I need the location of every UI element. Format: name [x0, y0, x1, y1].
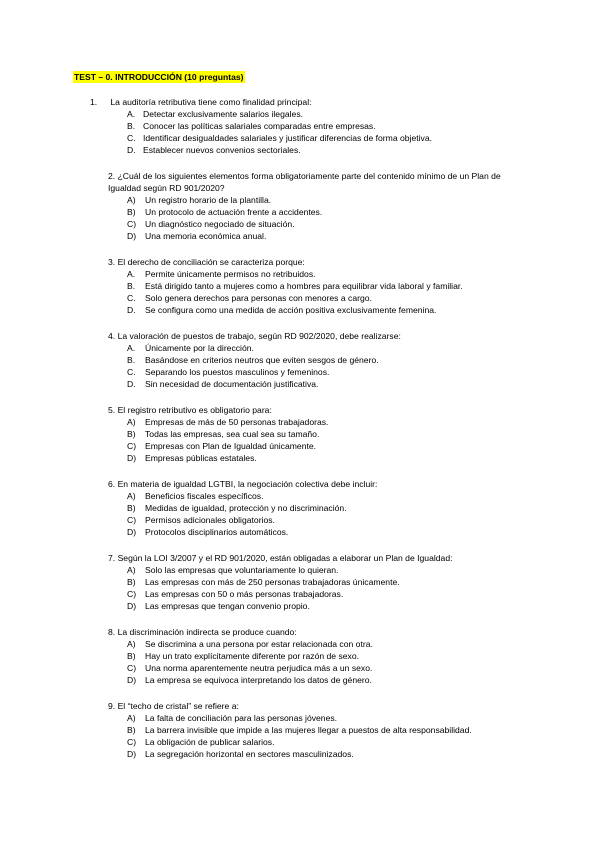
question-text: El registro retributivo es obligatorio para: [117, 405, 272, 415]
option-item [0, 132, 600, 144]
option-item [0, 600, 600, 612]
option-item [0, 638, 600, 650]
option-letter: D. [127, 145, 136, 155]
question-number: 7. [108, 553, 116, 563]
option-text: Un protocolo de actuación frente a accidentes. [145, 207, 323, 217]
question-4 [0, 330, 600, 390]
option-letter: A) [127, 713, 136, 723]
option-list [0, 194, 600, 242]
page-title: TEST – 0. INTRODUCCIÓN (10 preguntas) [74, 72, 244, 82]
option-text: Medidas de igualdad, protección y no discriminación. [145, 503, 347, 513]
option-item [0, 712, 600, 724]
question-stem [0, 96, 600, 108]
option-text: Hay un trato explícitamente diferente por razón de sexo. [145, 651, 360, 661]
option-letter: C. [127, 367, 136, 377]
option-list [0, 564, 600, 612]
option-item [0, 378, 600, 390]
option-item [0, 144, 600, 156]
question-text: ¿Cuál de los siguientes elementos forma obligatoriamente parte del contenido mínimo de un Plan de Igualdad según RD 901/2020? [108, 171, 501, 193]
option-text: Separando los puestos masculinos y femeninos. [145, 367, 330, 377]
option-text: Empresas de más de 50 personas trabajadoras. [145, 417, 329, 427]
option-text: Conocer las políticas salariales comparadas entre empresas. [143, 121, 376, 131]
option-text: Está dirigido tanto a mujeres como a hombres para equilibrar vida laboral y familiar. [145, 281, 463, 291]
question-text: En materia de igualdad LGTBI, la negociación colectiva debe incluir: [117, 479, 378, 489]
option-item [0, 292, 600, 304]
question-3 [0, 256, 600, 316]
option-item [0, 662, 600, 674]
option-item [0, 366, 600, 378]
option-list [0, 490, 600, 538]
question-stem [0, 330, 600, 342]
option-letter: A. [127, 269, 136, 279]
option-letter: B) [127, 725, 136, 735]
question-text: El derecho de conciliación se caracteriza porque: [117, 257, 305, 267]
option-item [0, 120, 600, 132]
option-item [0, 440, 600, 452]
option-text: Identificar desigualdades salariales y justificar diferencias de forma objetiva. [143, 133, 432, 143]
question-9 [0, 700, 600, 760]
option-text: Protocolos disciplinarios automáticos. [145, 527, 289, 537]
question-stem [0, 552, 600, 564]
question-number: 6. [108, 479, 116, 489]
option-letter: B) [127, 651, 136, 661]
option-text: Las empresas con más de 250 personas trabajadoras únicamente. [145, 577, 400, 587]
option-letter: C) [127, 219, 137, 229]
question-text: La valoración de puestos de trabajo, según RD 902/2020, debe realizarse: [117, 331, 401, 341]
question-text: La discriminación indirecta se produce cuando: [117, 627, 297, 637]
option-item [0, 416, 600, 428]
option-text: Solo las empresas que voluntariamente lo quieran. [145, 565, 339, 575]
option-item [0, 268, 600, 280]
option-text: Se configura como una medida de acción positiva exclusivamente femenina. [145, 305, 437, 315]
option-text: La segregación horizontal en sectores masculinizados. [145, 749, 354, 759]
option-letter: B) [127, 503, 136, 513]
question-number: 1. [90, 97, 98, 107]
question-number: 2. [108, 171, 116, 181]
question-stem [0, 478, 600, 490]
question-8 [0, 626, 600, 686]
option-text: Empresas públicas estatales. [145, 453, 257, 463]
option-text: Permite únicamente permisos no retribuidos. [145, 269, 316, 279]
option-item [0, 502, 600, 514]
option-item [0, 514, 600, 526]
option-item [0, 342, 600, 354]
option-item [0, 588, 600, 600]
option-letter: A) [127, 195, 136, 205]
option-text: Todas las empresas, sea cual sea su tamaño. [145, 429, 320, 439]
option-letter: D) [127, 453, 137, 463]
option-letter: C) [127, 737, 137, 747]
option-letter: D) [127, 527, 137, 537]
option-letter: B. [127, 355, 136, 365]
option-text: Las empresas con 50 o más personas trabajadoras. [145, 589, 344, 599]
option-list [0, 108, 600, 156]
option-text: Un registro horario de la plantilla. [145, 195, 272, 205]
option-letter: D. [127, 305, 136, 315]
option-item [0, 526, 600, 538]
question-number: 3. [108, 257, 116, 267]
option-letter: A) [127, 491, 136, 501]
option-text: Beneficios fiscales específicos. [145, 491, 264, 501]
option-letter: C) [127, 441, 137, 451]
option-item [0, 674, 600, 686]
option-item [0, 452, 600, 464]
option-letter: B. [127, 281, 136, 291]
question-1 [0, 96, 600, 156]
option-letter: D) [127, 231, 137, 241]
question-stem [0, 626, 600, 638]
option-letter: C) [127, 515, 137, 525]
option-letter: C) [127, 589, 137, 599]
option-item [0, 650, 600, 662]
option-text: Basándose en criterios neutros que eviten sesgos de género. [145, 355, 379, 365]
option-text: La empresa se equivoca interpretando los datos de género. [145, 675, 372, 685]
question-stem [0, 170, 600, 194]
question-number: 4. [108, 331, 116, 341]
option-text: Sin necesidad de documentación justificativa. [145, 379, 319, 389]
option-list [0, 342, 600, 390]
option-list [0, 712, 600, 760]
option-item [0, 206, 600, 218]
option-list [0, 416, 600, 464]
question-number: 9. [108, 701, 116, 711]
option-letter: C. [127, 293, 136, 303]
question-6 [0, 478, 600, 538]
option-letter: B) [127, 207, 136, 217]
option-list [0, 268, 600, 316]
option-item [0, 576, 600, 588]
option-text: Las empresas que tengan convenio propio. [145, 601, 310, 611]
option-letter: A. [127, 109, 136, 119]
option-list [0, 638, 600, 686]
option-text: Se discrimina a una persona por estar relacionada con otra. [145, 639, 373, 649]
option-letter: B. [127, 121, 136, 131]
option-item [0, 304, 600, 316]
question-text: La auditoría retributiva tiene como finalidad principal: [110, 97, 312, 107]
option-text: Detectar exclusivamente salarios ilegales. [143, 109, 304, 119]
option-letter: D) [127, 749, 137, 759]
option-item [0, 736, 600, 748]
question-stem [0, 700, 600, 712]
question-number: 8. [108, 627, 116, 637]
option-text: Únicamente por la dirección. [145, 343, 254, 353]
option-item [0, 490, 600, 502]
question-7 [0, 552, 600, 612]
question-stem [0, 404, 600, 416]
option-text: Un diagnóstico negociado de situación. [145, 219, 295, 229]
option-text: Una norma aparentemente neutra perjudica más a un sexo. [145, 663, 373, 673]
option-letter: C) [127, 663, 137, 673]
option-item [0, 748, 600, 760]
question-number: 5. [108, 405, 116, 415]
option-letter: D) [127, 675, 137, 685]
option-item [0, 194, 600, 206]
question-2 [0, 170, 600, 242]
question-text: Según la LOI 3/2007 y el RD 901/2020, están obligadas a elaborar un Plan de Igualdad: [117, 553, 453, 563]
question-text: El “techo de cristal” se refiere a: [117, 701, 239, 711]
option-letter: A. [127, 343, 136, 353]
option-item [0, 564, 600, 576]
option-letter: A) [127, 417, 136, 427]
option-letter: A) [127, 639, 136, 649]
option-text: Empresas con Plan de Igualdad únicamente. [145, 441, 317, 451]
question-stem [0, 256, 600, 268]
option-letter: B) [127, 429, 136, 439]
option-letter: B) [127, 577, 136, 587]
option-text: La falta de conciliación para las personas jóvenes. [145, 713, 338, 723]
option-item [0, 280, 600, 292]
option-letter: D. [127, 379, 136, 389]
option-item [0, 724, 600, 736]
option-text: Establecer nuevos convenios sectoriales. [143, 145, 301, 155]
option-text: La barrera invisible que impide a las mujeres llegar a puestos de alta responsabilidad. [145, 725, 472, 735]
option-text: La obligación de publicar salarios. [145, 737, 275, 747]
option-item [0, 428, 600, 440]
option-text: Permisos adicionales obligatorios. [145, 515, 275, 525]
question-list [0, 96, 600, 774]
option-item [0, 108, 600, 120]
option-letter: D) [127, 601, 137, 611]
option-text: Una memoria económica anual. [145, 231, 267, 241]
option-item [0, 218, 600, 230]
option-item [0, 354, 600, 366]
option-item [0, 230, 600, 242]
option-letter: A) [127, 565, 136, 575]
question-5 [0, 404, 600, 464]
option-text: Solo genera derechos para personas con menores a cargo. [145, 293, 372, 303]
option-letter: C. [127, 133, 136, 143]
